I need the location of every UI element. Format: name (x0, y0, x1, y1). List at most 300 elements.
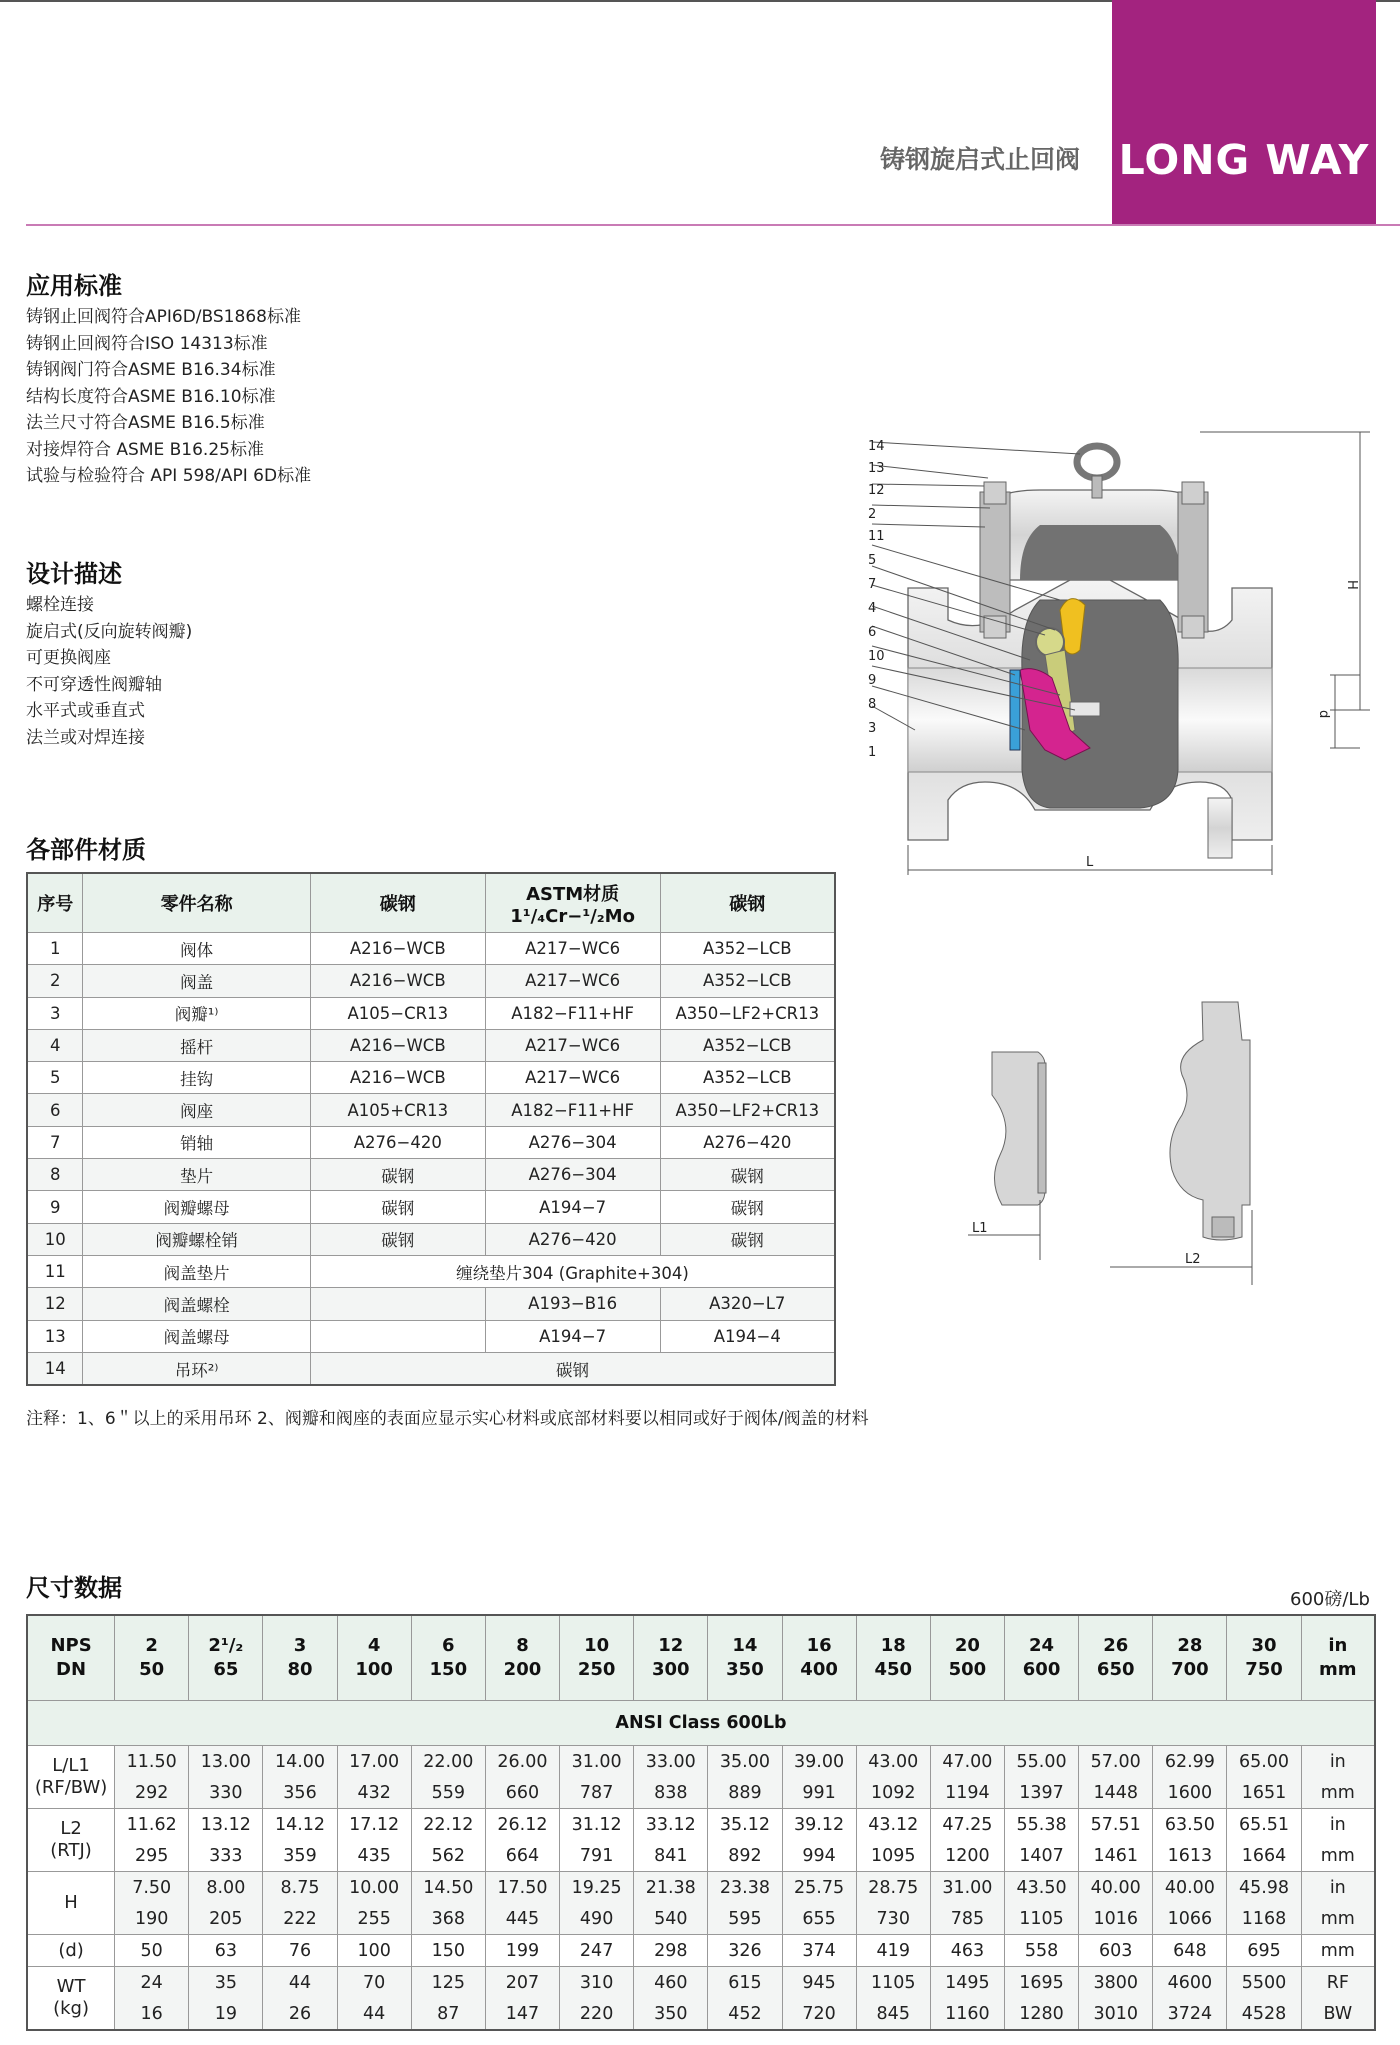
material-no: 12 (27, 1288, 83, 1320)
nps-value: 30 (1251, 1635, 1277, 1656)
material-part-name: 阀座 (83, 1094, 310, 1126)
callout-label: 7 (868, 577, 877, 592)
dimension-value: 55.00 (1004, 1746, 1078, 1778)
dimension-value: 3800 (1079, 1967, 1153, 1999)
dimension-value: 35 (189, 1967, 263, 1999)
dimension-value: 1280 (1004, 1998, 1078, 2030)
design-item: 法兰或对焊连接 (26, 727, 145, 748)
dimension-value: 55.38 (1004, 1809, 1078, 1841)
dimension-value: 24 (115, 1967, 189, 1999)
dimension-value: 558 (1004, 1935, 1078, 1967)
nps-value: 24 (1029, 1635, 1055, 1656)
nps-value: 8 (516, 1635, 529, 1656)
material-carbon-steel (310, 1288, 485, 1320)
page-subtitle: 铸钢旋启式止回阀 (879, 145, 1080, 174)
callout-label: 11 (868, 529, 885, 544)
dimension-value: 994 (782, 1840, 856, 1872)
size-header-cell (930, 1615, 1004, 1701)
dimension-value: 889 (708, 1777, 782, 1809)
dn-value: 600 (1022, 1659, 1061, 1680)
size-header-cell (485, 1615, 559, 1701)
callout-label: 1 (868, 745, 877, 760)
col-header-carbon-steel: 碳钢 (310, 873, 485, 933)
material-row (27, 1352, 835, 1385)
dimension-row-label (27, 1809, 115, 1872)
dimension-value: 17.12 (337, 1809, 411, 1841)
dimension-row-label (27, 1746, 115, 1809)
material-part-name: 阀盖螺母 (83, 1320, 310, 1352)
material-carbon-steel: A276−420 (310, 1126, 485, 1158)
dimension-value: 26.00 (485, 1746, 559, 1778)
dimension-label-line2: (RF/BW) (34, 1777, 108, 1798)
standards-title: 应用标准 (26, 272, 122, 300)
material-part-name: 阀盖垫片 (83, 1255, 310, 1287)
col-header-astm (485, 873, 660, 933)
dn-value: 150 (429, 1659, 468, 1680)
nps-value: 18 (880, 1635, 906, 1656)
dim-label-l: L (1086, 855, 1094, 870)
valve-section-drawing (860, 430, 1380, 880)
dimension-value: 445 (485, 1903, 559, 1935)
material-part-name: 阀瓣¹⁾ (83, 997, 310, 1029)
dimension-value: 1095 (856, 1840, 930, 1872)
dn-value: 200 (503, 1659, 542, 1680)
dimension-value: 463 (930, 1935, 1004, 1967)
dimension-value: 3724 (1153, 1998, 1227, 2030)
dimension-value: 7.50 (115, 1872, 189, 1904)
end-connection-drawings (960, 995, 1300, 1295)
dimension-value: 648 (1153, 1935, 1227, 1967)
dimension-value: 13.00 (189, 1746, 263, 1778)
material-carbon-steel-2: A350−LF2+CR13 (660, 997, 835, 1029)
size-header-cell (1079, 1615, 1153, 1701)
dimension-label-line1: (d) (58, 1939, 84, 1961)
material-astm: A276−420 (485, 1223, 660, 1255)
dimension-value: BW (1301, 1998, 1375, 2030)
dimension-value: 19 (189, 1998, 263, 2030)
dimension-value: 50 (115, 1935, 189, 1967)
dimension-value: 991 (782, 1777, 856, 1809)
callout-label: 5 (868, 553, 877, 568)
dimension-row (27, 1777, 1375, 1809)
class-row (27, 1701, 1375, 1746)
dimension-value: 13.12 (189, 1809, 263, 1841)
dimension-value: in (1301, 1809, 1375, 1841)
callout-label: 3 (868, 721, 877, 736)
material-part-name: 阀盖 (83, 965, 310, 997)
dimension-value: 559 (411, 1777, 485, 1809)
bw-end-profile (968, 1052, 1046, 1260)
dimension-value: 8.75 (263, 1872, 337, 1904)
material-carbon-steel: A216−WCB (310, 965, 485, 997)
dimension-value: 11.62 (115, 1809, 189, 1841)
class-label: ANSI Class 600Lb (27, 1701, 1375, 1746)
dimension-value: 33.00 (634, 1746, 708, 1778)
nps-value: 12 (658, 1635, 684, 1656)
dimension-value: 222 (263, 1903, 337, 1935)
dn-value: 750 (1245, 1659, 1283, 1680)
material-no: 3 (27, 997, 83, 1029)
material-astm: A217−WC6 (485, 933, 660, 965)
callout-label: 12 (868, 483, 885, 498)
dimension-value: RF (1301, 1967, 1375, 1999)
dimension-value: 8.00 (189, 1872, 263, 1904)
dimension-value: 26.12 (485, 1809, 559, 1841)
nps-value: 16 (806, 1635, 832, 1656)
material-no: 4 (27, 1029, 83, 1061)
standard-item: 铸钢阀门符合ASME B16.34标准 (26, 360, 276, 380)
dimension-value: 44 (263, 1967, 337, 1999)
dimension-value: 1194 (930, 1777, 1004, 1809)
dimension-value: 39.00 (782, 1746, 856, 1778)
material-row (27, 1191, 835, 1223)
size-header-cell (856, 1615, 930, 1701)
dimension-value: 150 (411, 1935, 485, 1967)
dimension-value: 368 (411, 1903, 485, 1935)
material-astm: A182−F11+HF (485, 1094, 660, 1126)
dimension-row (27, 1935, 1375, 1967)
design-item: 可更换阀座 (26, 648, 111, 668)
dimension-value: 47.25 (930, 1809, 1004, 1841)
dimension-value: 28.75 (856, 1872, 930, 1904)
dimension-row-label (27, 1967, 115, 2031)
material-carbon-steel-2: A352−LCB (660, 1062, 835, 1094)
dimension-value: mm (1301, 1935, 1375, 1967)
dimension-value: 22.00 (411, 1746, 485, 1778)
material-row (27, 965, 835, 997)
material-no: 1 (27, 933, 83, 965)
material-no: 2 (27, 965, 83, 997)
material-astm: A276−304 (485, 1159, 660, 1191)
dimension-value: 21.38 (634, 1872, 708, 1904)
col-header-carbon-steel-2: 碳钢 (660, 873, 835, 933)
dimension-value: 19.25 (560, 1872, 634, 1904)
dimension-label-line1: H (64, 1892, 78, 1913)
callout-label: 10 (868, 649, 885, 664)
dimension-value: mm (1301, 1777, 1375, 1809)
material-carbon-steel-2: A350−LF2+CR13 (660, 1094, 835, 1126)
dimension-value: 5500 (1227, 1967, 1301, 1999)
brand-logo-text: LONG WAY (1118, 136, 1370, 184)
dimension-row (27, 1903, 1375, 1935)
material-no: 11 (27, 1255, 83, 1287)
material-astm: A194−7 (485, 1191, 660, 1223)
material-row (27, 1159, 835, 1191)
dimension-value: 14.00 (263, 1746, 337, 1778)
standard-item: 法兰尺寸符合ASME B16.5标准 (26, 413, 265, 433)
dimension-label-line1: L2 (60, 1818, 82, 1839)
dimension-value: 374 (782, 1935, 856, 1967)
material-astm: A217−WC6 (485, 1029, 660, 1061)
dimension-value: 17.00 (337, 1746, 411, 1778)
dimension-value: 1105 (1004, 1903, 1078, 1935)
dimension-value: 31.00 (930, 1872, 1004, 1904)
dimension-label-line1: WT (56, 1976, 86, 1997)
nps-value: NPS (50, 1635, 92, 1656)
astm-line1: ASTM材质 (526, 883, 620, 905)
dimension-value: 255 (337, 1903, 411, 1935)
dimension-value: 730 (856, 1903, 930, 1935)
dimension-value: 432 (337, 1777, 411, 1809)
dimension-value: 1200 (930, 1840, 1004, 1872)
material-part-name: 阀瓣螺栓销 (83, 1223, 310, 1255)
dimension-value: in (1301, 1872, 1375, 1904)
dimension-value: 16 (115, 1998, 189, 2030)
standard-item: 对接焊符合 ASME B16.25标准 (26, 439, 264, 460)
size-header-cell (337, 1615, 411, 1701)
dimension-value: 14.12 (263, 1809, 337, 1841)
material-carbon-steel: A216−WCB (310, 1062, 485, 1094)
rtj-end-profile (1110, 1002, 1252, 1285)
dimension-value: 838 (634, 1777, 708, 1809)
dimension-value: 333 (189, 1840, 263, 1872)
dimension-value: 845 (856, 1998, 930, 2030)
material-carbon-steel-2: A352−LCB (660, 965, 835, 997)
design-list (26, 592, 192, 751)
design-item: 水平式或垂直式 (26, 701, 145, 721)
dimension-value: 100 (337, 1935, 411, 1967)
dim-label-l1: L1 (972, 1221, 988, 1236)
material-row (27, 1062, 835, 1094)
dimension-value: 47.00 (930, 1746, 1004, 1778)
dn-value: 350 (726, 1659, 764, 1680)
material-no: 13 (27, 1320, 83, 1352)
dn-value: 300 (651, 1659, 690, 1680)
standard-item: 试验与检验符合 API 598/API 6D标准 (26, 466, 312, 486)
col-header-no: 序号 (27, 873, 83, 933)
material-carbon-steel-2: A276−420 (660, 1126, 835, 1158)
material-part-name: 阀盖螺栓 (83, 1288, 310, 1320)
dimension-value: 595 (708, 1903, 782, 1935)
col-header-name: 零件名称 (83, 873, 310, 933)
dimension-value: 945 (782, 1967, 856, 1999)
size-header-cell (115, 1615, 189, 1701)
material-astm: A217−WC6 (485, 965, 660, 997)
dimension-value: 70 (337, 1967, 411, 1999)
dimension-value: 720 (782, 1998, 856, 2030)
dim-label-h: H (1344, 580, 1359, 590)
dimension-value: 14.50 (411, 1872, 485, 1904)
dimension-value: 17.50 (485, 1872, 559, 1904)
header-rule (26, 224, 1400, 226)
dimension-value: 45.98 (1227, 1872, 1301, 1904)
materials-note: 注释：1、6＂以上的采用吊环 2、阀瓣和阀座的表面应显示实心材料或底部材料要以相同或好于阀体/阀盖的材料 (26, 1409, 869, 1429)
materials-header-row (27, 873, 835, 933)
size-header-cell (634, 1615, 708, 1701)
materials-table (26, 872, 836, 1386)
size-header-cell (411, 1615, 485, 1701)
dimension-value: 147 (485, 1998, 559, 2030)
dimension-value: 356 (263, 1777, 337, 1809)
material-row (27, 1126, 835, 1158)
dimension-value: 4528 (1227, 1998, 1301, 2030)
dimension-value: 57.51 (1079, 1809, 1153, 1841)
dimension-value: 33.12 (634, 1809, 708, 1841)
material-carbon-steel: 碳钢 (310, 1223, 485, 1255)
dimensions-title: 尺寸数据 (26, 1574, 122, 1602)
material-part-name: 销轴 (83, 1126, 310, 1158)
material-carbon-steel-2: 碳钢 (660, 1191, 835, 1223)
design-item: 旋启式(反向旋转阀瓣) (26, 621, 193, 642)
material-part-name: 阀瓣螺母 (83, 1191, 310, 1223)
dimension-value: 1695 (1004, 1967, 1078, 1999)
dimension-value: 292 (115, 1777, 189, 1809)
dimension-value: 310 (560, 1967, 634, 1999)
dimension-value: 787 (560, 1777, 634, 1809)
dimension-value: 1651 (1227, 1777, 1301, 1809)
material-carbon-steel: A216−WCB (310, 1029, 485, 1061)
dimension-label-line2: (RTJ) (50, 1840, 92, 1861)
dimension-value: 1495 (930, 1967, 1004, 1999)
material-astm: A217−WC6 (485, 1062, 660, 1094)
dn-value: 450 (874, 1659, 913, 1680)
nps-value: 6 (442, 1635, 455, 1656)
dimension-value: 31.00 (560, 1746, 634, 1778)
material-row (27, 1255, 835, 1287)
dimension-row (27, 1809, 1375, 1841)
dimension-value: 63 (189, 1935, 263, 1967)
material-row (27, 1320, 835, 1352)
material-row (27, 1094, 835, 1126)
material-part-name: 挂钩 (83, 1062, 310, 1094)
dn-value: DN (56, 1659, 87, 1680)
brand-block (1112, 0, 1376, 224)
material-carbon-steel-2: A320−L7 (660, 1288, 835, 1320)
dimension-value: 603 (1079, 1935, 1153, 1967)
callout-label: 4 (868, 601, 877, 616)
nps-value: 28 (1177, 1635, 1203, 1656)
dimension-value: 892 (708, 1840, 782, 1872)
dimension-value: 44 (337, 1998, 411, 2030)
dimension-value: 31.12 (560, 1809, 634, 1841)
dimension-value: 1461 (1079, 1840, 1153, 1872)
material-row (27, 997, 835, 1029)
nps-value: 4 (367, 1635, 381, 1656)
material-carbon-steel: 碳钢 (310, 1191, 485, 1223)
dimension-value: 295 (115, 1840, 189, 1872)
dimension-value: 562 (411, 1840, 485, 1872)
nps-value: 2 (145, 1635, 158, 1656)
size-header-cell (560, 1615, 634, 1701)
dimension-value: 791 (560, 1840, 634, 1872)
material-no: 5 (27, 1062, 83, 1094)
material-row (27, 1223, 835, 1255)
nps-value: 10 (584, 1635, 610, 1656)
dimension-value: 207 (485, 1967, 559, 1999)
callout-label: 13 (868, 461, 885, 476)
material-astm: A182−F11+HF (485, 997, 660, 1029)
material-carbon-steel: 碳钢 (310, 1159, 485, 1191)
material-carbon-steel-2: A194−4 (660, 1320, 835, 1352)
dimension-label-line2: (kg) (53, 1998, 89, 2019)
dimension-value: 26 (263, 1998, 337, 2030)
size-header-cell (782, 1615, 856, 1701)
dimension-value: 63.50 (1153, 1809, 1227, 1841)
material-part-name: 垫片 (83, 1159, 310, 1191)
dimension-value: 350 (634, 1998, 708, 2030)
dimension-row (27, 1840, 1375, 1872)
material-astm: A194−7 (485, 1320, 660, 1352)
dimension-value: 247 (560, 1935, 634, 1967)
dimension-value: 39.12 (782, 1809, 856, 1841)
dim-label-d: d (1316, 710, 1331, 719)
material-carbon-steel-2: A352−LCB (660, 1029, 835, 1061)
material-carbon-steel-2: 碳钢 (660, 1159, 835, 1191)
dimension-value: 62.99 (1153, 1746, 1227, 1778)
dimension-row (27, 1998, 1375, 2030)
material-no: 9 (27, 1191, 83, 1223)
design-item: 螺栓连接 (26, 595, 94, 615)
standard-item: 铸钢止回阀符合ISO 14313标准 (26, 333, 268, 354)
dimension-value: 615 (708, 1967, 782, 1999)
dimension-value: 1066 (1153, 1903, 1227, 1935)
dn-value: 250 (577, 1659, 616, 1680)
dimension-value: 1664 (1227, 1840, 1301, 1872)
dimension-value: 460 (634, 1967, 708, 1999)
dimension-value: 40.00 (1153, 1872, 1227, 1904)
dimension-row (27, 1746, 1375, 1778)
size-header-cell (189, 1615, 263, 1701)
dimension-value: 11.50 (115, 1746, 189, 1778)
size-header-cell (1153, 1615, 1227, 1701)
dimension-value: 3010 (1079, 1998, 1153, 2030)
size-header-cell (1301, 1615, 1375, 1701)
dimension-value: 1016 (1079, 1903, 1153, 1935)
dn-value: 500 (948, 1659, 987, 1680)
dimension-value: 359 (263, 1840, 337, 1872)
material-no: 14 (27, 1352, 83, 1385)
dimension-value: 452 (708, 1998, 782, 2030)
material-row (27, 1288, 835, 1320)
dn-value: 650 (1096, 1659, 1135, 1680)
material-row (27, 933, 835, 965)
dimension-value: 419 (856, 1935, 930, 1967)
dimension-value: 40.00 (1079, 1872, 1153, 1904)
material-carbon-steel-2: A352−LCB (660, 933, 835, 965)
dn-value: 80 (287, 1659, 313, 1680)
design-title: 设计描述 (26, 560, 122, 588)
material-no: 8 (27, 1159, 83, 1191)
dimension-value: 1600 (1153, 1777, 1227, 1809)
nps-value: 2¹/₂ (208, 1635, 244, 1656)
material-carbon-steel-2: 碳钢 (660, 1223, 835, 1255)
standard-item: 结构长度符合ASME B16.10标准 (26, 386, 276, 407)
dimensions-table (26, 1614, 1376, 2031)
dimension-value: 22.12 (411, 1809, 485, 1841)
material-row (27, 1029, 835, 1061)
material-part-name: 吊环²⁾ (83, 1352, 310, 1385)
dn-value: 65 (213, 1659, 239, 1680)
dimension-value: 43.00 (856, 1746, 930, 1778)
dimension-value: 25.75 (782, 1872, 856, 1904)
dimension-value: 76 (263, 1935, 337, 1967)
dimension-value: 65.51 (1227, 1809, 1301, 1841)
material-carbon-steel: A105−CR13 (310, 997, 485, 1029)
material-no: 6 (27, 1094, 83, 1126)
dimension-value: in (1301, 1746, 1375, 1778)
dimension-value: 35.00 (708, 1746, 782, 1778)
dimension-value: mm (1301, 1840, 1375, 1872)
dimension-value: 1613 (1153, 1840, 1227, 1872)
dn-value: mm (1319, 1659, 1357, 1680)
dn-value: 50 (139, 1659, 165, 1680)
material-part-name: 阀体 (83, 933, 310, 965)
dimension-value: 1092 (856, 1777, 930, 1809)
size-header-cell (1227, 1615, 1301, 1701)
dn-value: 100 (355, 1659, 393, 1680)
size-header-cell (27, 1615, 115, 1701)
dimension-value: 23.38 (708, 1872, 782, 1904)
